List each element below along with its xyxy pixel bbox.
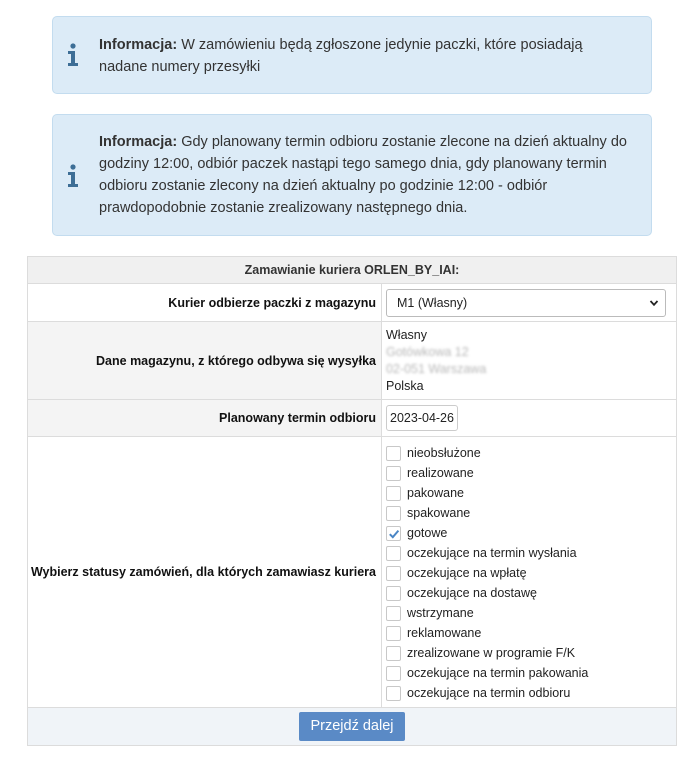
- status-label: pakowane: [407, 486, 464, 500]
- status-label: nieobsłużone: [407, 446, 481, 460]
- status-option[interactable]: [386, 503, 675, 523]
- status-label: oczekujące na termin wysłania: [407, 546, 577, 560]
- info-box-shipping-numbers: [52, 16, 652, 94]
- status-option[interactable]: [386, 543, 675, 563]
- status-option[interactable]: [386, 643, 675, 663]
- form-header: Zamawianie kuriera ORLEN_BY_IAI:: [28, 257, 677, 284]
- pickup-date-input[interactable]: 2023-04-26: [386, 405, 458, 431]
- chevron-down-icon: [649, 298, 659, 308]
- status-checkbox[interactable]: [386, 506, 401, 521]
- address-line: Gotówkowa 12: [386, 344, 469, 359]
- checkmark-icon: [388, 528, 400, 540]
- status-checkbox[interactable]: [386, 626, 401, 641]
- status-checkbox[interactable]: [386, 486, 401, 501]
- info-box-pickup-time: [52, 114, 652, 236]
- status-checkbox-list: [386, 438, 675, 706]
- status-checkbox[interactable]: [386, 466, 401, 481]
- status-label: realizowane: [407, 466, 474, 480]
- status-checkbox[interactable]: [386, 586, 401, 601]
- status-option[interactable]: [386, 463, 675, 483]
- address-line: Polska: [386, 378, 424, 393]
- warehouse-label: Kurier odbierze paczki z magazynu: [28, 284, 382, 322]
- status-label: oczekujące na wpłatę: [407, 566, 527, 580]
- status-checkbox[interactable]: [386, 646, 401, 661]
- courier-order-form: [27, 256, 677, 746]
- info-icon: [67, 164, 79, 188]
- status-option[interactable]: [386, 583, 675, 603]
- status-option[interactable]: [386, 443, 675, 463]
- info-text: Informacja: W zamówieniu będą zgłoszone jedynie paczki, które posiadają nadane numery przesyłki: [99, 37, 583, 75]
- status-label: zrealizowane w programie F/K: [407, 646, 576, 660]
- warehouse-select-value: M1 (Własny): [397, 295, 468, 310]
- status-checkbox[interactable]: [386, 566, 401, 581]
- address-label: Dane magazynu, z którego odbywa się wysyłka: [28, 322, 382, 400]
- pickup-date-label: Planowany termin odbioru: [28, 400, 382, 437]
- status-label: oczekujące na termin odbioru: [407, 686, 571, 700]
- status-option[interactable]: [386, 623, 675, 643]
- status-option[interactable]: [386, 603, 675, 623]
- status-checkbox[interactable]: [386, 526, 401, 541]
- address-line: 02-051 Warszawa: [386, 361, 487, 376]
- warehouse-select[interactable]: [386, 289, 666, 317]
- status-checkbox[interactable]: [386, 606, 401, 621]
- status-option[interactable]: [386, 683, 675, 703]
- warehouse-address: [386, 324, 675, 398]
- status-checkbox[interactable]: [386, 546, 401, 561]
- info-icon: [67, 43, 79, 67]
- address-line: Własny: [386, 327, 427, 342]
- status-checkbox[interactable]: [386, 666, 401, 681]
- status-option[interactable]: [386, 563, 675, 583]
- status-label: gotowe: [407, 526, 448, 540]
- info-text: Informacja: Gdy planowany termin odbioru zostanie zlecone na dzień aktualny do godziny 12:00, odbiór paczek nastąpi tego samego dnia, gdy planowany termin odbioru zostanie zlecony na dzień aktualny po godzinie 12:00 - odbiór prawdopodobnie zostanie zrealizowany następnego dnia.: [99, 134, 627, 216]
- status-option[interactable]: [386, 483, 675, 503]
- status-label: reklamowane: [407, 626, 482, 640]
- status-label: spakowane: [407, 506, 471, 520]
- status-label: wstrzymane: [407, 606, 474, 620]
- next-button[interactable]: Przejdź dalej: [299, 712, 404, 741]
- status-option[interactable]: [386, 663, 675, 683]
- status-checkbox[interactable]: [386, 446, 401, 461]
- status-label: oczekujące na dostawę: [407, 586, 537, 600]
- statuses-label: Wybierz statusy zamówień, dla których zamawiasz kuriera: [28, 437, 382, 708]
- status-label: oczekujące na termin pakowania: [407, 666, 589, 680]
- status-option[interactable]: [386, 523, 675, 543]
- status-checkbox[interactable]: [386, 686, 401, 701]
